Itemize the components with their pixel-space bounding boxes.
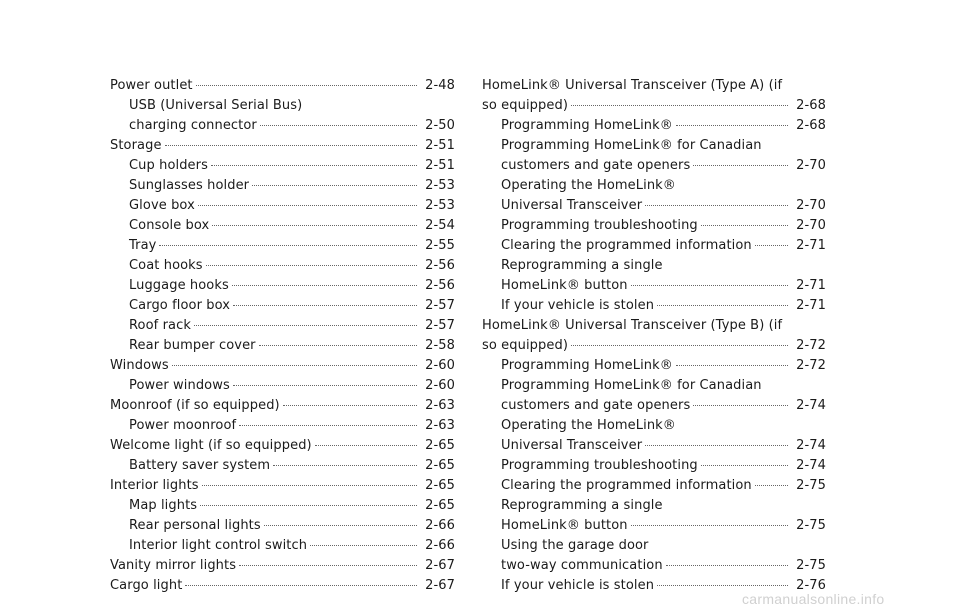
toc-page-number: 2-50 — [425, 118, 455, 133]
toc-entry-title: two-way communication — [501, 558, 663, 573]
toc-entry-line — [129, 296, 455, 316]
dot-leader — [233, 385, 417, 386]
toc-entry[interactable] — [482, 376, 826, 416]
toc-entry-title: Battery saver system — [129, 458, 271, 473]
toc-entry-title: Vanity mirror lights — [110, 558, 237, 573]
toc-entry[interactable] — [110, 316, 455, 336]
toc-entry-title: Moonroof (if so equipped) — [110, 398, 280, 413]
toc-page-number: 2-74 — [796, 438, 826, 453]
toc-entry-title: Sunglasses holder — [129, 178, 250, 193]
toc-page-number: 2-67 — [425, 578, 455, 593]
toc-page-number: 2-51 — [425, 158, 455, 173]
dot-leader — [172, 365, 417, 366]
toc-entry-title: Reprogramming a single — [501, 258, 663, 273]
toc-entry[interactable] — [110, 496, 455, 516]
toc-entry-title: Programming HomeLink® for Canadian — [501, 138, 762, 153]
toc-entry-line — [501, 396, 826, 416]
dot-leader — [232, 285, 417, 286]
toc-entry-title: Glove box — [129, 198, 195, 213]
dot-leader — [239, 565, 417, 566]
dot-leader — [701, 225, 788, 226]
toc-entry[interactable] — [482, 496, 826, 536]
dot-leader — [631, 285, 788, 286]
toc-entry-title: HomeLink® button — [501, 278, 628, 293]
toc-entry-line — [110, 356, 455, 376]
toc-page-number: 2-68 — [796, 98, 826, 113]
toc-right-column — [482, 76, 826, 596]
toc-entry[interactable] — [110, 416, 455, 436]
toc-entry-line — [129, 216, 455, 236]
dot-leader — [676, 365, 788, 366]
toc-page-number: 2-63 — [425, 398, 455, 413]
toc-entry-title: Interior lights — [110, 478, 199, 493]
dot-leader — [259, 345, 417, 346]
toc-entry-title: Reprogramming a single — [501, 498, 663, 513]
toc-entry-line — [501, 156, 826, 176]
toc-page-number: 2-71 — [796, 298, 826, 313]
dot-leader — [571, 345, 788, 346]
toc-entry[interactable] — [110, 236, 455, 256]
dot-leader — [693, 165, 788, 166]
toc-entry-line — [110, 576, 455, 596]
toc-entry-title: Programming troubleshooting — [501, 458, 698, 473]
dot-leader — [198, 205, 417, 206]
toc-entry-line — [501, 496, 826, 516]
toc-entry[interactable] — [482, 536, 826, 576]
toc-entry-line — [501, 476, 826, 496]
dot-leader — [202, 485, 417, 486]
toc-entry-line — [501, 516, 826, 536]
toc-entry-title: Universal Transceiver — [501, 198, 643, 213]
dot-leader — [631, 525, 788, 526]
toc-entry[interactable] — [110, 396, 455, 416]
toc-entry[interactable] — [110, 476, 455, 496]
toc-entry-title: Programming troubleshooting — [501, 218, 698, 233]
toc-entry-line — [129, 96, 455, 116]
toc-page-number: 2-66 — [425, 518, 455, 533]
toc-entry-line — [482, 96, 826, 116]
toc-entry-title: If your vehicle is stolen — [501, 578, 655, 593]
toc-entry-line — [129, 516, 455, 536]
dot-leader — [200, 505, 417, 506]
dot-leader — [315, 445, 417, 446]
dot-leader — [233, 305, 417, 306]
toc-page-number: 2-56 — [425, 258, 455, 273]
toc-page-number: 2-53 — [425, 198, 455, 213]
toc-entry-title: Tray — [129, 238, 157, 253]
dot-leader — [185, 585, 417, 586]
dot-leader — [273, 465, 417, 466]
dot-leader — [755, 245, 788, 246]
toc-entry-line — [482, 336, 826, 356]
dot-leader — [196, 85, 417, 86]
dot-leader — [212, 225, 417, 226]
toc-entry[interactable] — [110, 156, 455, 176]
dot-leader — [657, 585, 788, 586]
toc-entry-line — [129, 456, 455, 476]
toc-page-number: 2-51 — [425, 138, 455, 153]
toc-entry-title: Operating the HomeLink® — [501, 418, 676, 433]
toc-entry[interactable] — [110, 576, 455, 596]
toc-entry-title: If your vehicle is stolen — [501, 298, 655, 313]
toc-entry-title: Clearing the programmed information — [501, 238, 752, 253]
toc-entry-title: Using the garage door — [501, 538, 649, 553]
toc-page-number: 2-57 — [425, 298, 455, 313]
toc-entry[interactable] — [482, 316, 826, 356]
toc-page-number: 2-75 — [796, 478, 826, 493]
toc-entry-title: Operating the HomeLink® — [501, 178, 676, 193]
toc-page-number: 2-53 — [425, 178, 455, 193]
toc-entry[interactable] — [110, 376, 455, 396]
toc-entry-line — [501, 456, 826, 476]
toc-entry-title: Rear bumper cover — [129, 338, 256, 353]
toc-page-number: 2-68 — [796, 118, 826, 133]
toc-page-number: 2-66 — [425, 538, 455, 553]
toc-entry[interactable] — [110, 276, 455, 296]
toc-entry-line — [501, 136, 826, 156]
toc-entry-line — [129, 536, 455, 556]
toc-entry[interactable] — [482, 216, 826, 236]
dot-leader — [310, 545, 417, 546]
toc-entry[interactable] — [110, 356, 455, 376]
toc-entry-line — [501, 116, 826, 136]
toc-page-number: 2-74 — [796, 458, 826, 473]
dot-leader — [571, 105, 788, 106]
toc-entry-line — [501, 436, 826, 456]
toc-entry-title: Rear personal lights — [129, 518, 261, 533]
dot-leader — [211, 165, 417, 166]
toc-entry[interactable] — [482, 416, 826, 456]
toc-entry-title: Storage — [110, 138, 162, 153]
toc-page-number: 2-55 — [425, 238, 455, 253]
dot-leader — [283, 405, 417, 406]
toc-page-number: 2-74 — [796, 398, 826, 413]
toc-page-number: 2-67 — [425, 558, 455, 573]
toc-page-number: 2-58 — [425, 338, 455, 353]
toc-entry[interactable] — [482, 296, 826, 316]
dot-leader — [701, 465, 788, 466]
toc-page-number: 2-71 — [796, 238, 826, 253]
toc-page-number: 2-75 — [796, 558, 826, 573]
toc-entry[interactable] — [110, 196, 455, 216]
dot-leader — [666, 565, 788, 566]
toc-page-number: 2-54 — [425, 218, 455, 233]
dot-leader — [159, 245, 417, 246]
toc-entry[interactable] — [110, 176, 455, 196]
toc-entry[interactable] — [110, 296, 455, 316]
toc-page-number: 2-63 — [425, 418, 455, 433]
toc-entry-title: Cargo floor box — [129, 298, 231, 313]
toc-entry-line — [129, 276, 455, 296]
watermark: carmanualsonline.info — [742, 591, 885, 607]
toc-page-number: 2-72 — [796, 338, 826, 353]
toc-page-number: 2-70 — [796, 198, 826, 213]
toc-entry-line — [501, 216, 826, 236]
toc-entry-line — [482, 76, 826, 96]
toc-entry[interactable] — [482, 76, 826, 116]
toc-entry[interactable] — [482, 476, 826, 496]
toc-page-number: 2-72 — [796, 358, 826, 373]
toc-entry-line — [129, 236, 455, 256]
toc-entry-title: Cargo light — [110, 578, 183, 593]
toc-entry-title: HomeLink® Universal Transceiver (Type A) (if — [482, 78, 783, 93]
dot-leader — [645, 205, 788, 206]
toc-page-number: 2-76 — [796, 578, 826, 593]
toc-entry[interactable] — [482, 176, 826, 216]
dot-leader — [194, 325, 417, 326]
toc-entry-line — [501, 356, 826, 376]
dot-leader — [252, 185, 417, 186]
toc-entry-line — [501, 196, 826, 216]
toc-page-number: 2-60 — [425, 378, 455, 393]
toc-left-column — [110, 76, 455, 596]
toc-entry-line — [501, 176, 826, 196]
toc-entry[interactable] — [482, 116, 826, 136]
toc-entry[interactable] — [110, 536, 455, 556]
dot-leader — [645, 445, 788, 446]
dot-leader — [693, 405, 788, 406]
toc-entry[interactable] — [110, 556, 455, 576]
toc-entry[interactable] — [482, 256, 826, 296]
toc-entry[interactable] — [110, 336, 455, 356]
toc-page-number: 2-75 — [796, 518, 826, 533]
toc-page-number: 2-65 — [425, 438, 455, 453]
toc-entry-line — [129, 176, 455, 196]
dot-leader — [676, 125, 788, 126]
dot-leader — [239, 425, 417, 426]
toc-entry-title: customers and gate openers — [501, 158, 691, 173]
toc-page-number: 2-60 — [425, 358, 455, 373]
toc-entry-line — [110, 436, 455, 456]
toc-entry[interactable] — [110, 76, 455, 96]
toc-entry[interactable] — [110, 96, 455, 136]
toc-entry-title: HomeLink® button — [501, 518, 628, 533]
toc-entry-line — [501, 556, 826, 576]
toc-entry-title: Windows — [110, 358, 169, 373]
toc-entry-line — [501, 236, 826, 256]
toc-entry[interactable] — [482, 136, 826, 176]
toc-page-number: 2-65 — [425, 498, 455, 513]
toc-entry-line — [501, 256, 826, 276]
toc-entry-line — [501, 296, 826, 316]
toc-entry-title: Power windows — [129, 378, 230, 393]
toc-page-number: 2-56 — [425, 278, 455, 293]
toc-entry-title: HomeLink® Universal Transceiver (Type B) (if — [482, 318, 783, 333]
toc-entry-title: so equipped) — [482, 98, 568, 113]
toc-entry-title: USB (Universal Serial Bus) — [129, 98, 303, 113]
toc-entry-line — [110, 136, 455, 156]
toc-entry[interactable] — [482, 236, 826, 256]
toc-entry-title: Clearing the programmed information — [501, 478, 752, 493]
toc-entry-line — [129, 496, 455, 516]
toc-entry-line — [501, 536, 826, 556]
toc-entry[interactable] — [110, 216, 455, 236]
toc-entry-line — [482, 316, 826, 336]
toc-entry-title: charging connector — [129, 118, 257, 133]
toc-page-number: 2-48 — [425, 78, 455, 93]
toc-entry-line — [129, 416, 455, 436]
toc-entry-line — [129, 336, 455, 356]
toc-entry-line — [110, 396, 455, 416]
toc-page-number: 2-65 — [425, 478, 455, 493]
toc-entry-title: Power moonroof — [129, 418, 237, 433]
toc-entry-title: Console box — [129, 218, 210, 233]
toc-entry-title: Welcome light (if so equipped) — [110, 438, 312, 453]
toc-entry[interactable] — [482, 356, 826, 376]
toc-entry-title: Power outlet — [110, 78, 193, 93]
dot-leader — [264, 525, 417, 526]
toc-entry-line — [501, 376, 826, 396]
toc-entry-line — [501, 416, 826, 436]
dot-leader — [657, 305, 788, 306]
dot-leader — [260, 125, 417, 126]
toc-entry[interactable] — [110, 456, 455, 476]
toc-page-number: 2-70 — [796, 218, 826, 233]
toc-entry-line — [110, 76, 455, 96]
toc-entry[interactable] — [110, 516, 455, 536]
dot-leader — [165, 145, 418, 146]
toc-entry-title: Coat hooks — [129, 258, 203, 273]
toc-entry-line — [129, 116, 455, 136]
toc-entry-title: so equipped) — [482, 338, 568, 353]
toc-entry[interactable] — [482, 456, 826, 476]
dot-leader — [755, 485, 788, 486]
toc-entry-line — [110, 556, 455, 576]
toc-entry-title: Luggage hooks — [129, 278, 229, 293]
toc-entry-line — [129, 256, 455, 276]
toc-entry-title: Programming HomeLink® — [501, 118, 673, 133]
toc-entry-title: Interior light control switch — [129, 538, 308, 553]
toc-entry-title: Programming HomeLink® for Canadian — [501, 378, 762, 393]
toc-entry-title: Map lights — [129, 498, 198, 513]
toc-entry-line — [129, 316, 455, 336]
toc-page-number: 2-65 — [425, 458, 455, 473]
toc-entry-line — [129, 196, 455, 216]
toc-entry[interactable] — [110, 256, 455, 276]
toc-entry-line — [501, 276, 826, 296]
toc-entry[interactable] — [110, 136, 455, 156]
toc-entry-title: customers and gate openers — [501, 398, 691, 413]
toc-entry[interactable] — [110, 436, 455, 456]
toc-entry-title: Universal Transceiver — [501, 438, 643, 453]
toc-page-number: 2-57 — [425, 318, 455, 333]
toc-entry-title: Cup holders — [129, 158, 208, 173]
toc-page-number: 2-71 — [796, 278, 826, 293]
toc-entry-line — [129, 156, 455, 176]
toc-entry-line — [129, 376, 455, 396]
toc-page-number: 2-70 — [796, 158, 826, 173]
toc-entry-line — [110, 476, 455, 496]
toc-entry-title: Programming HomeLink® — [501, 358, 673, 373]
toc-entry-title: Roof rack — [129, 318, 191, 333]
dot-leader — [206, 265, 417, 266]
